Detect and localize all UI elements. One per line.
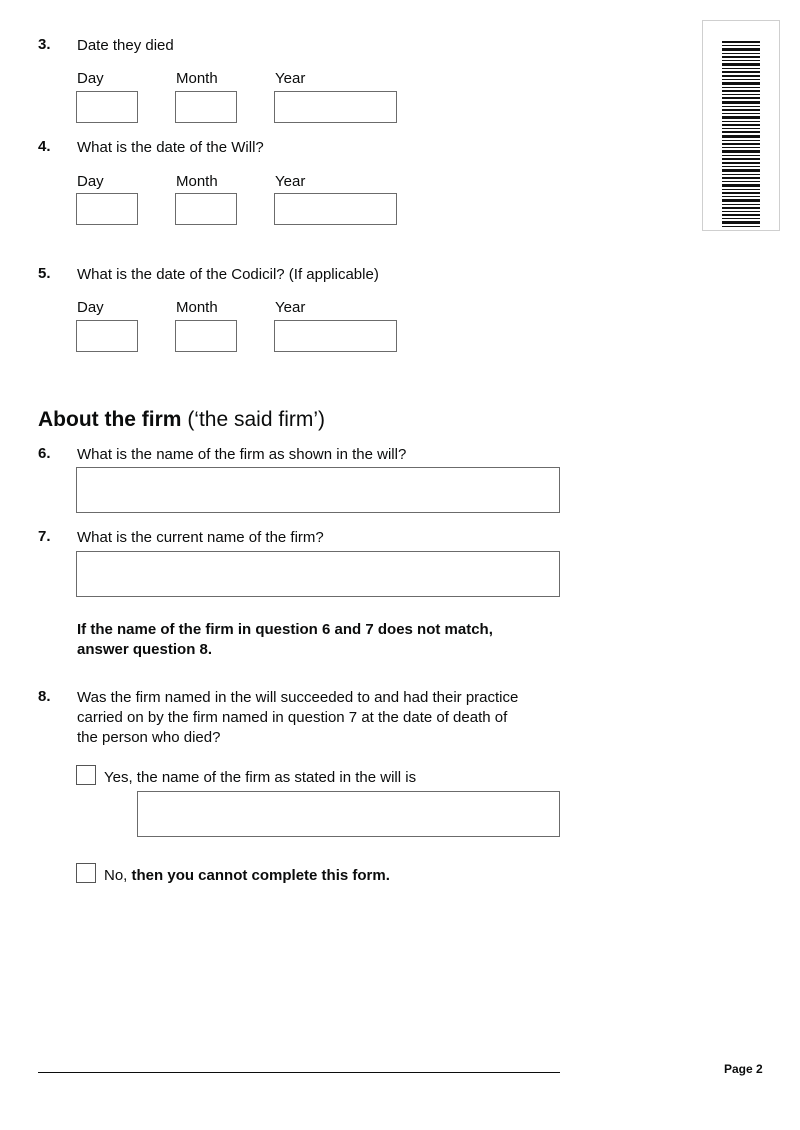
q3-year-input[interactable] xyxy=(274,91,397,123)
q8-line-3: the person who died? xyxy=(77,729,221,746)
q4-year-label: Year xyxy=(275,173,306,190)
q7-number: 7. xyxy=(38,528,51,545)
q8-firm-name-in-will-input[interactable] xyxy=(137,791,560,837)
q3-number: 3. xyxy=(38,36,51,53)
q8-number: 8. xyxy=(38,688,51,705)
q8-no-text: No, xyxy=(104,867,132,884)
q5-day-input[interactable] xyxy=(76,320,138,352)
q3-day-label: Day xyxy=(77,70,104,87)
section-title-rest: (‘the said firm’) xyxy=(181,408,326,431)
q8-line-1: Was the firm named in the will succeeded to and had their practice xyxy=(77,689,519,706)
q5-number: 5. xyxy=(38,265,51,282)
q5-year-input[interactable] xyxy=(274,320,397,352)
q3-month-input[interactable] xyxy=(175,91,237,123)
q8-no-checkbox[interactable] xyxy=(76,863,96,883)
q5-month-input[interactable] xyxy=(175,320,237,352)
q6-firm-name-input[interactable] xyxy=(76,467,560,513)
q3-text: Date they died xyxy=(77,37,174,54)
q6-text: What is the name of the firm as shown in the will? xyxy=(77,446,407,463)
q5-month-label: Month xyxy=(176,299,218,316)
q4-month-input[interactable] xyxy=(175,193,237,225)
q7-current-name-input[interactable] xyxy=(76,551,560,597)
q5-year-label: Year xyxy=(275,299,306,316)
barcode xyxy=(702,20,780,231)
q8-yes-checkbox[interactable] xyxy=(76,765,96,785)
q3-month-label: Month xyxy=(176,70,218,87)
q5-day-label: Day xyxy=(77,299,104,316)
q3-day-input[interactable] xyxy=(76,91,138,123)
q4-year-input[interactable] xyxy=(274,193,397,225)
note-line-2: answer question 8. xyxy=(77,641,213,658)
q8-yes-label: Yes, the name of the firm as stated in the will is xyxy=(104,769,417,786)
barcode-icon xyxy=(703,21,781,232)
q8-instruction-note xyxy=(77,620,493,660)
page-number: Page 2 xyxy=(724,1062,763,1076)
footer-divider xyxy=(38,1072,560,1073)
q7-text: What is the current name of the firm? xyxy=(77,529,324,546)
section-title-bold: About the firm xyxy=(38,408,182,431)
q8-no-label xyxy=(104,866,390,886)
note-line-1: If the name of the firm in question 6 and 7 does not match, xyxy=(77,621,493,638)
q4-day-input[interactable] xyxy=(76,193,138,225)
q8-no-bold-text: then you cannot complete this form. xyxy=(131,867,390,884)
q4-day-label: Day xyxy=(77,173,104,190)
q6-number: 6. xyxy=(38,445,51,462)
q8-text xyxy=(77,688,518,748)
q5-text: What is the date of the Codicil? (If applicable) xyxy=(77,266,379,283)
q3-year-label: Year xyxy=(275,70,306,87)
q4-number: 4. xyxy=(38,138,51,155)
q8-line-2: carried on by the firm named in question 7 at the date of death of xyxy=(77,709,508,726)
q4-month-label: Month xyxy=(176,173,218,190)
section-title xyxy=(38,408,325,432)
q4-text: What is the date of the Will? xyxy=(77,139,264,156)
